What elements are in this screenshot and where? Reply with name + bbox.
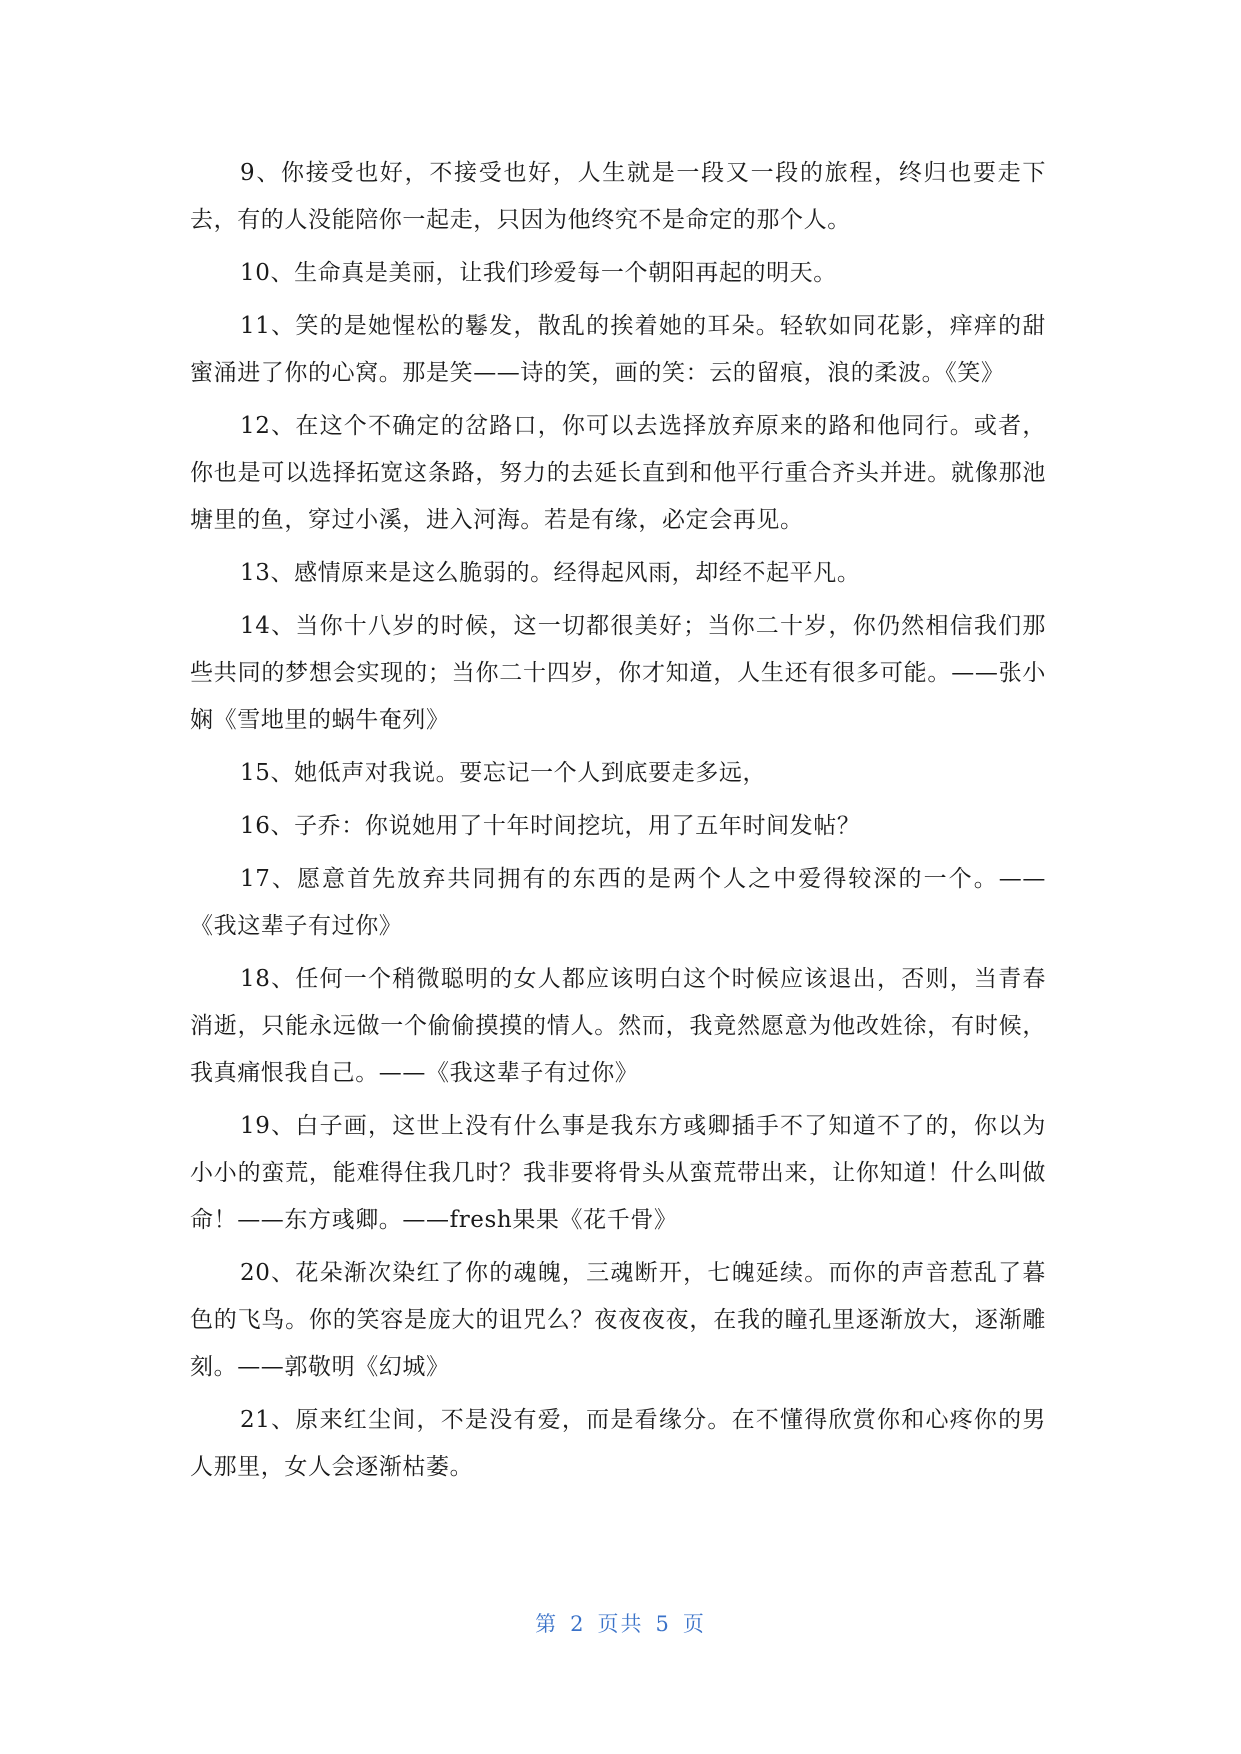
page-footer (0, 1608, 1241, 1638)
paragraph-15: 15、她低声对我说。要忘记一个人到底要走多远， (240, 760, 767, 786)
document-body (190, 150, 1046, 1497)
paragraph-21: 21、原来红尘间，不是没有爱，而是看缘分。在不懂得欣赏你和心疼你的男人那里，女人会逐渐枯萎。 (190, 1407, 1046, 1480)
footer-prefix: 第 (535, 1612, 559, 1636)
paragraph-16: 16、子乔：你说她用了十年时间挖坑，用了五年时间发帖？ (240, 813, 861, 839)
paragraph-10: 10、生命真是美丽，让我们珍爱每一个朝阳再起的明天。 (240, 260, 837, 286)
paragraph-17: 17、愿意首先放弃共同拥有的东西的是两个人之中爱得较深的一个。——《我这辈子有过你》 (190, 866, 1046, 939)
paragraph-13: 13、感情原来是这么脆弱的。经得起风雨，却经不起平凡。 (240, 560, 861, 586)
footer-total-pages: 5 (655, 1612, 671, 1636)
paragraph-9: 9、你接受也好，不接受也好，人生就是一段又一段的旅程，终归也要走下去，有的人没能陪你一起走，只因为他终究不是命定的那个人。 (190, 160, 1046, 233)
footer-suffix: 页 (682, 1612, 706, 1636)
footer-middle: 页共 (597, 1612, 644, 1636)
paragraph-12: 12、在这个不确定的岔路口，你可以去选择放弃原来的路和他同行。或者，你也是可以选择拓宽这条路，努力的去延长直到和他平行重合齐头并进。就像那池塘里的鱼，穿过小溪，进入河海。若是有缘，必定会再见。 (190, 413, 1046, 533)
paragraph-11: 11、笑的是她惺松的鬈发，散乱的挨着她的耳朵。轻软如同花影，痒痒的甜蜜涌进了你的心窝。那是笑——诗的笑，画的笑：云的留痕，浪的柔波。《笑》 (190, 313, 1046, 386)
paragraph-14: 14、当你十八岁的时候，这一切都很美好；当你二十岁，你仍然相信我们那些共同的梦想会实现的；当你二十四岁，你才知道，人生还有很多可能。——张小娴《雪地里的蜗牛奄列》 (190, 613, 1046, 733)
paragraph-19: 19、白子画，这世上没有什么事是我东方彧卿插手不了知道不了的，你以为小小的蛮荒，能难得住我几时？我非要将骨头从蛮荒带出来，让你知道！什么叫做命！——东方彧卿。——fresh果果《花千骨》 (190, 1113, 1046, 1233)
footer-current-page: 2 (570, 1612, 586, 1636)
paragraph-18: 18、任何一个稍微聪明的女人都应该明白这个时候应该退出，否则，当青春消逝，只能永远做一个偷偷摸摸的情人。然而，我竟然愿意为他改姓徐，有时候，我真痛恨我自己。——《我这辈子有过你》 (190, 966, 1046, 1086)
paragraph-20: 20、花朵渐次染红了你的魂魄，三魂断开，七魄延续。而你的声音惹乱了暮色的飞鸟。你的笑容是庞大的诅咒么？夜夜夜夜，在我的瞳孔里逐渐放大，逐渐雕刻。——郭敬明《幻城》 (190, 1260, 1046, 1380)
